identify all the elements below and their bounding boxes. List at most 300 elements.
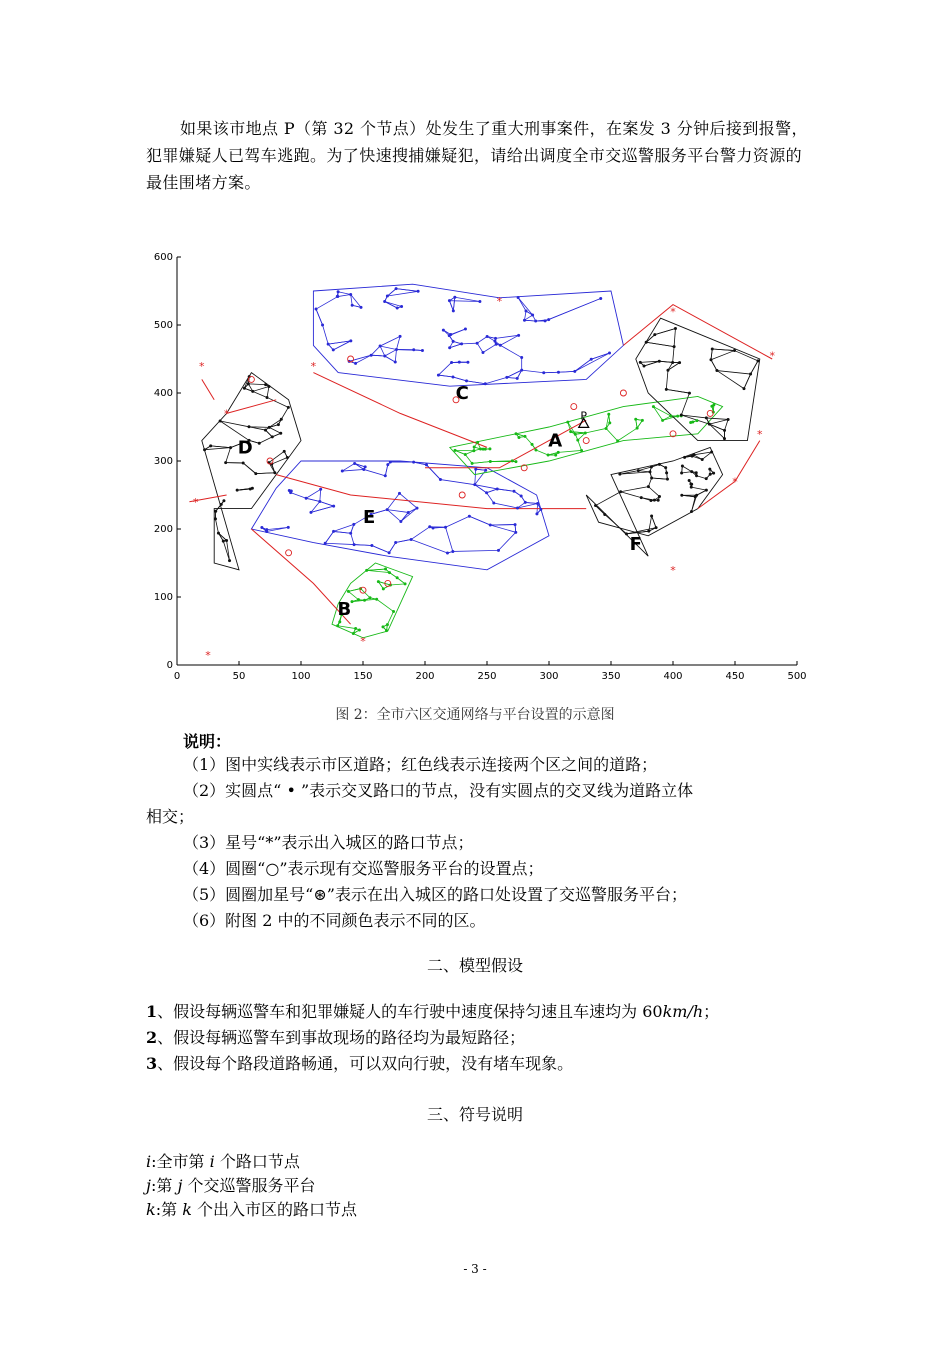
road-segment — [487, 493, 494, 503]
intersection-node — [489, 460, 492, 463]
road-segment — [269, 451, 284, 462]
intersection-node — [517, 436, 520, 439]
intersection-node — [520, 356, 523, 359]
road-segment — [652, 478, 668, 479]
road-segment — [385, 356, 395, 362]
intersection-node — [547, 454, 550, 457]
entry-exit-star: * — [769, 349, 775, 363]
intersection-node — [286, 456, 289, 459]
intersection-node — [542, 371, 545, 374]
intersection-node — [536, 502, 539, 505]
intersection-node — [351, 304, 354, 307]
intersection-node — [695, 474, 698, 477]
intersection-node — [520, 495, 523, 498]
road-segment — [682, 472, 692, 473]
intersection-node — [653, 333, 656, 336]
intersection-node — [400, 305, 403, 308]
intersection-node — [701, 458, 704, 461]
intersection-node — [711, 348, 714, 351]
intersection-node — [674, 327, 677, 330]
intersection-node — [473, 446, 476, 449]
intersection-node — [214, 517, 217, 520]
intersection-node — [353, 543, 356, 546]
intersection-node — [723, 437, 726, 440]
intersection-node — [450, 361, 453, 364]
intersection-node — [352, 523, 355, 526]
intersection-node — [464, 453, 467, 456]
road-segment — [536, 450, 548, 455]
intersection-node — [495, 343, 498, 346]
intersection-node — [531, 314, 534, 317]
intersection-node — [515, 432, 518, 435]
intersection-node — [608, 352, 611, 355]
intersection-node — [650, 466, 653, 469]
intersection-node — [383, 300, 386, 303]
intersection-node — [363, 599, 366, 602]
intersection-node — [404, 582, 407, 585]
road-segment — [648, 487, 659, 497]
intersection-node — [415, 507, 418, 510]
intersection-node — [228, 559, 231, 562]
road-segment — [387, 612, 393, 625]
intersection-node — [266, 396, 269, 399]
intersection-node — [690, 470, 693, 473]
region-label: A — [548, 430, 563, 452]
intersection-node — [379, 345, 382, 348]
intersection-node — [665, 388, 668, 391]
y-tick-label: 200 — [153, 524, 173, 535]
road-segment — [518, 298, 532, 316]
page-number: - 3 - — [463, 1262, 487, 1276]
intersection-node — [468, 515, 471, 518]
intersection-node — [287, 406, 290, 409]
intersection-node — [452, 309, 455, 312]
intersection-node — [407, 511, 410, 514]
region-boundary-road — [636, 318, 760, 440]
intersection-node — [452, 376, 455, 379]
intersection-node — [384, 474, 387, 477]
entry-exit-star: * — [360, 635, 366, 649]
intersection-node — [478, 300, 481, 303]
intersection-node — [657, 499, 660, 502]
road-segment — [621, 487, 649, 492]
intersection-node — [694, 495, 697, 498]
intersection-node — [305, 497, 308, 500]
intersection-node — [352, 632, 355, 635]
region-label: B — [337, 599, 352, 621]
region-label: F — [629, 533, 642, 555]
symbol-var: i — [209, 1152, 215, 1171]
node-marks — [193, 287, 776, 662]
intersection-node — [412, 348, 415, 351]
road-segment — [371, 355, 385, 356]
note-item: （6）附图 2 中的不同颜色表示不同的区。 — [183, 911, 486, 930]
road-segment — [380, 346, 385, 356]
region-boundary-road — [202, 373, 301, 570]
intersection-node — [708, 468, 711, 471]
road-segment — [259, 437, 272, 443]
intersection-node — [388, 551, 391, 554]
road-segment — [659, 361, 672, 362]
road-segment — [281, 407, 288, 419]
road-segment — [465, 455, 472, 464]
intersection-node — [756, 359, 759, 362]
assumption-unit: km/h — [662, 1002, 704, 1021]
note-item: （5）圆圈加星号“⊛”表示在出入城区的路口处设置了交巡警服务平台； — [183, 885, 687, 904]
intersection-node — [394, 361, 397, 364]
road-segment — [364, 469, 385, 475]
region-label: D — [237, 437, 253, 459]
road-segment — [653, 407, 670, 416]
road-segment — [323, 325, 329, 344]
road-segment — [751, 361, 758, 374]
intersection-node — [354, 362, 357, 365]
intersection-node — [321, 323, 324, 326]
intersection-node — [676, 415, 679, 418]
symbol-var: i — [146, 1152, 152, 1171]
intersection-node — [534, 448, 537, 451]
road-segment — [401, 512, 408, 521]
intersection-node — [448, 334, 451, 337]
intersection-node — [273, 471, 276, 474]
intersection-node — [643, 364, 646, 367]
road-segment — [706, 418, 728, 420]
road-segment — [349, 355, 371, 361]
intersection-node — [214, 510, 217, 513]
road-segment — [387, 493, 399, 509]
road-segment — [249, 427, 269, 428]
intersection-node — [547, 318, 550, 321]
road-segment — [666, 370, 668, 389]
intersection-node — [399, 335, 402, 338]
intersection-node — [727, 418, 730, 421]
road-segment — [438, 375, 453, 377]
intersection-node — [695, 471, 698, 474]
intersection-node — [271, 435, 274, 438]
intersection-node — [695, 419, 698, 422]
region-label: P — [580, 409, 588, 423]
intersection-node — [749, 373, 752, 376]
road-segment — [338, 292, 351, 295]
road-segment — [256, 473, 275, 474]
intersection-node — [452, 340, 455, 343]
assumption-text: 、假设每个路段道路畅通，可以双向行驶，没有堵车现象。 — [157, 1054, 574, 1073]
symbol-post: 个出入市区的路口节点 — [191, 1200, 357, 1219]
intersection-node — [353, 462, 356, 465]
road-segment — [522, 370, 544, 373]
road-segment — [269, 427, 281, 433]
intersection-node — [566, 421, 569, 424]
road-segment — [646, 335, 655, 343]
intersection-node — [658, 463, 661, 466]
intersection-node — [517, 334, 520, 337]
intersection-node — [428, 525, 431, 528]
intersection-node — [640, 496, 643, 499]
intersection-node — [476, 342, 479, 345]
road-segment — [711, 360, 717, 371]
intersection-node — [492, 501, 495, 504]
road-segment — [497, 489, 514, 491]
intersection-node — [249, 487, 252, 490]
road-segment — [426, 465, 440, 480]
road-segment — [267, 387, 269, 398]
intersection-node — [531, 443, 534, 446]
intersection-node — [603, 513, 606, 516]
x-tick-label: 300 — [539, 671, 559, 682]
intersection-node — [417, 290, 420, 293]
road-segment — [320, 501, 334, 506]
road-segment — [655, 329, 676, 335]
intersection-node — [569, 430, 572, 433]
road-segment — [342, 469, 364, 471]
road-segment — [316, 297, 338, 310]
road-segment — [306, 498, 320, 501]
road-segment — [668, 363, 680, 371]
intersection-node — [710, 451, 713, 454]
x-tick-label: 150 — [353, 671, 373, 682]
intersection-node — [425, 463, 428, 466]
intersection-node — [673, 345, 676, 348]
entry-exit-star: * — [223, 407, 230, 421]
intersection-node — [446, 552, 449, 555]
intersection-node — [658, 360, 661, 363]
intersection-node — [599, 297, 602, 300]
intersection-node — [705, 477, 708, 480]
road-segment — [380, 346, 396, 349]
assumption-number: 3 — [146, 1054, 158, 1073]
region-label: C — [455, 383, 469, 404]
x-tick-label: 500 — [787, 671, 807, 682]
intersection-node — [486, 335, 489, 338]
intersection-node — [377, 580, 380, 583]
intersection-node — [664, 466, 667, 469]
road-segment — [253, 391, 267, 397]
region-boundary-road — [251, 461, 549, 570]
note-item: （4）圆圈“○”表示现有交巡警服务平台的设置点； — [183, 859, 544, 878]
intersection-node — [511, 459, 514, 462]
road-segment — [455, 450, 465, 454]
road-segment — [385, 465, 388, 476]
note-item: （2）实圆点“ • ”表示交叉路口的节点，没有实圆点的交叉线为道路立体 — [183, 781, 694, 800]
road-segment — [477, 343, 483, 352]
road-segment — [734, 351, 758, 361]
intersection-node — [524, 501, 527, 504]
intersection-node — [448, 299, 451, 302]
entry-exit-star: * — [757, 427, 763, 441]
intersection-node — [671, 361, 674, 364]
road-segment — [709, 419, 728, 424]
symbol-var: j — [177, 1176, 183, 1195]
intersection-node — [636, 427, 639, 430]
intersection-node — [332, 348, 335, 351]
intersection-node — [520, 369, 523, 372]
intersection-node — [385, 629, 388, 632]
intersection-node — [267, 385, 270, 388]
intersection-node — [251, 390, 254, 393]
road-segment — [621, 492, 642, 498]
road-segment — [472, 462, 490, 464]
intersection-node — [364, 465, 367, 468]
road-segment — [433, 527, 446, 528]
road-segment — [469, 516, 490, 525]
intersection-node — [431, 526, 434, 529]
intersection-node — [341, 470, 344, 473]
intersection-node — [410, 538, 413, 541]
road-segment — [585, 428, 606, 433]
intersection-node — [608, 421, 611, 424]
intersection-node — [370, 544, 373, 547]
road-segment — [545, 298, 601, 320]
intersection-node — [516, 506, 519, 509]
intersection-node — [557, 371, 560, 374]
intersection-node — [680, 413, 683, 416]
service-platform — [286, 550, 292, 556]
intersection-node — [689, 483, 692, 486]
symbol-pre: :全市第 — [151, 1152, 210, 1171]
intersection-node — [496, 487, 499, 490]
assumption-number: 2 — [146, 1028, 158, 1047]
intersection-node — [590, 358, 593, 361]
road-network-figure — [150, 245, 810, 685]
intersection-node — [453, 296, 456, 299]
intersection-node — [655, 526, 658, 529]
road-segment — [475, 469, 476, 484]
assumption-end: ； — [703, 1002, 720, 1021]
road-segment — [490, 525, 515, 532]
intersection-node — [513, 490, 516, 493]
intersection-node — [448, 346, 451, 349]
intersection-node — [637, 469, 640, 472]
intersection-node — [268, 426, 271, 429]
road-segment — [467, 381, 486, 384]
road-segment — [325, 531, 333, 543]
road-segment — [498, 532, 515, 550]
intersection-node — [283, 450, 286, 453]
road-segment — [453, 377, 467, 381]
service-platform — [707, 410, 713, 416]
road-segment — [525, 436, 532, 444]
intersection-node — [574, 433, 577, 436]
intersection-node — [398, 492, 401, 495]
road-segment — [380, 336, 400, 346]
road-segment — [355, 463, 364, 469]
road-segment — [226, 448, 231, 463]
intersection-node — [466, 361, 469, 364]
entry-exit-star: * — [205, 648, 211, 662]
service-platform — [620, 390, 626, 396]
intersection-node — [229, 446, 232, 449]
entry-exit-star: * — [199, 359, 205, 373]
intersection-node — [484, 382, 487, 385]
road-segment — [367, 569, 386, 570]
intersection-node — [709, 473, 712, 476]
intersection-node — [222, 499, 225, 502]
road-segment — [211, 446, 231, 448]
network-chart — [150, 245, 810, 685]
y-tick-label: 400 — [153, 388, 173, 399]
intersection-node — [683, 456, 686, 459]
road-segment — [390, 584, 405, 585]
intersection-node — [472, 449, 475, 452]
intersection-node — [523, 319, 526, 322]
symbol-var: j — [146, 1176, 151, 1195]
intersection-node — [338, 620, 341, 623]
assumption-number: 1 — [146, 1002, 158, 1021]
intersection-node — [360, 306, 363, 309]
intersection-node — [318, 500, 321, 503]
road-segment — [205, 448, 231, 450]
x-tick-label: 450 — [725, 671, 745, 682]
intersection-node — [220, 503, 223, 506]
intersection-node — [395, 348, 398, 351]
intersection-node — [264, 383, 267, 386]
road-segment — [453, 297, 455, 311]
intersection-node — [494, 337, 497, 340]
road-segment — [558, 371, 574, 372]
road-segment — [483, 344, 496, 352]
road-segment — [682, 466, 691, 472]
road-segment — [507, 377, 517, 378]
intersection-node — [386, 508, 389, 511]
intersection-node — [332, 505, 335, 508]
symbol-pre: :第 — [150, 1176, 178, 1195]
road-segment — [453, 550, 499, 551]
intersection-node — [665, 471, 668, 474]
intersection-node — [442, 329, 445, 332]
intersection-node — [386, 623, 389, 626]
intersection-node — [554, 454, 557, 457]
road-segment — [411, 539, 447, 553]
intersection-node — [412, 461, 415, 464]
intersection-node — [650, 477, 653, 480]
intersection-node — [280, 418, 283, 421]
road-segment — [354, 545, 372, 546]
road-segment — [223, 541, 229, 561]
intersection-node — [347, 590, 350, 593]
road-segment — [646, 342, 674, 346]
intersection-node — [336, 295, 339, 298]
intersection-node — [388, 571, 391, 574]
intersection-node — [715, 369, 718, 372]
intersection-node — [349, 532, 352, 535]
intersection-node — [277, 423, 280, 426]
intersection-node — [607, 413, 610, 416]
intersection-node — [247, 425, 250, 428]
road-segment — [438, 362, 451, 375]
road-segment — [385, 350, 397, 356]
intersection-node — [395, 287, 398, 290]
intersection-node — [619, 490, 622, 493]
road-segment — [253, 387, 269, 392]
service-platform — [459, 492, 465, 498]
intersection-node — [242, 461, 245, 464]
intersection-node — [723, 429, 726, 432]
road-segment — [618, 428, 637, 441]
intersection-node — [648, 470, 651, 473]
intersection-node — [514, 531, 517, 534]
intersection-node — [489, 523, 492, 526]
road-segment — [681, 393, 689, 415]
road-segment — [725, 419, 729, 430]
intersection-node — [243, 387, 246, 390]
intersection-node — [289, 491, 292, 494]
intersection-node — [584, 431, 587, 434]
intersection-node — [639, 361, 642, 364]
intersection-node — [474, 468, 477, 471]
road-segment — [449, 301, 453, 311]
assumption-item — [146, 999, 719, 1025]
intersection-node — [525, 310, 528, 313]
